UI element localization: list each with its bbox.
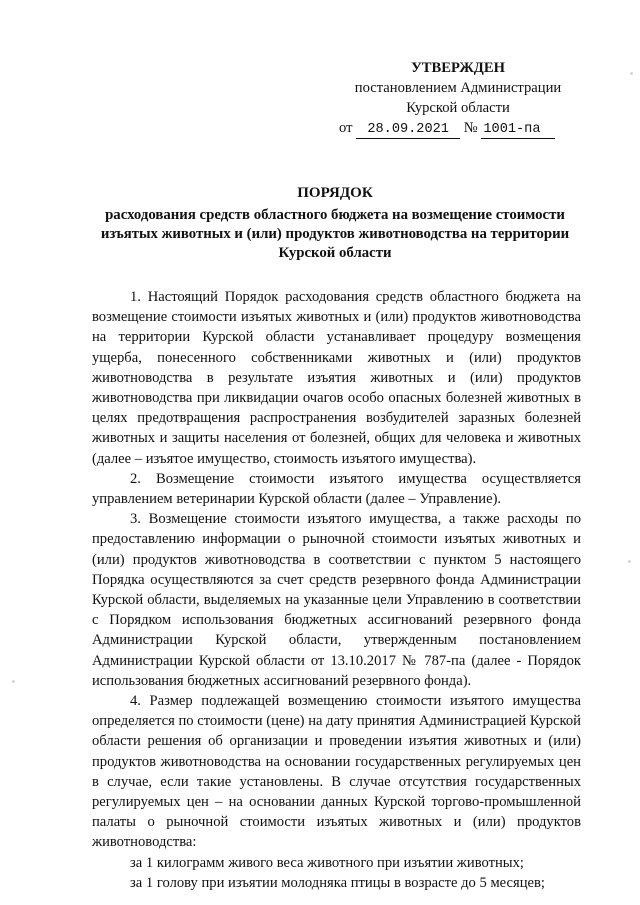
approval-number: 1001-па (481, 122, 555, 139)
paragraph-4: 4. Размер подлежащей возмещению стоимости изъятого имущества определяется по стоимости (цене) на дату принятия Администрацией Курской области решения об организации и проведении изъятия животных и (или) продуктов животноводства на основании государственных регулируемых цен в случае, если такие установлены. В случае отсутствия государственных регулируемых цен – на основании данных Курской торгово-промышленной палаты о рыночной стоимости изъятых животных и (или) продуктов животноводства: (92, 693, 581, 851)
list-item: за 1 голову при изъятии молодняка птицы в возрасте до 5 месяцев; (130, 874, 545, 891)
paragraph-2: 2. Возмещение стоимости изъятого имущества осуществляется управлением ветеринарии Курской области (далее – Управление). (92, 470, 581, 508)
approval-heading: УТВЕРЖДЕН (411, 60, 505, 76)
approval-stamp (333, 58, 583, 139)
scan-speck (12, 680, 15, 683)
scan-speck (628, 560, 631, 563)
document-body (92, 287, 581, 893)
document-title: ПОРЯДОК (297, 185, 373, 201)
number-prefix: № (463, 120, 478, 136)
approval-region: Курской области (406, 100, 510, 116)
approval-authority: постановлением Администрации (354, 80, 562, 96)
date-prefix: от (339, 120, 353, 136)
approval-date: 28.09.2021 (356, 122, 460, 139)
paragraph-1: 1. Настоящий Порядок расходования средств областного бюджета на возмещение стоимости изъятых животных и (или) продуктов животноводства на территории Курской области устанавливает процедуру возмещения ущерба, понесенного собственниками животных и (или) продуктов животноводства в результате изъятия животных и (или) продуктов животноводства при ликвидации очагов особо опасных болезней животных в целях предотвращения распространения возбудителей заразных болезней животных и защиты населения от болезней, общих для человека и животных (далее – изъятое имущество, стоимость изъятого имущества). (92, 289, 581, 467)
document-subtitle: расходования средств областного бюджета на возмещение стоимости изъятых животных и (или) продуктов животноводства на территории Курской области (100, 207, 570, 261)
approval-date-line (333, 118, 583, 139)
scan-speck (630, 72, 633, 75)
paragraph-3: 3. Возмещение стоимости изъятого имущества, а также расходы по предоставлению информации о рыночной стоимости изъятых животных и (или) продуктов животноводства в соответствии с пунктом 5 настоящего Порядка осуществляются за счет средств резервного фонда Администрации Курской области, выделяемых на указанные цели Управлению в соответствии с Порядком использования бюджетных ассигнований резервного фонда Администрации Курской области, утвержденным постановлением Администрации Курской области от 13.10.2017 № 787-па (далее - Порядок использования бюджетных ассигнований резервного фонда). (92, 511, 581, 689)
list-item: за 1 килограмм живого веса животного при изъятии животных; (130, 854, 524, 871)
